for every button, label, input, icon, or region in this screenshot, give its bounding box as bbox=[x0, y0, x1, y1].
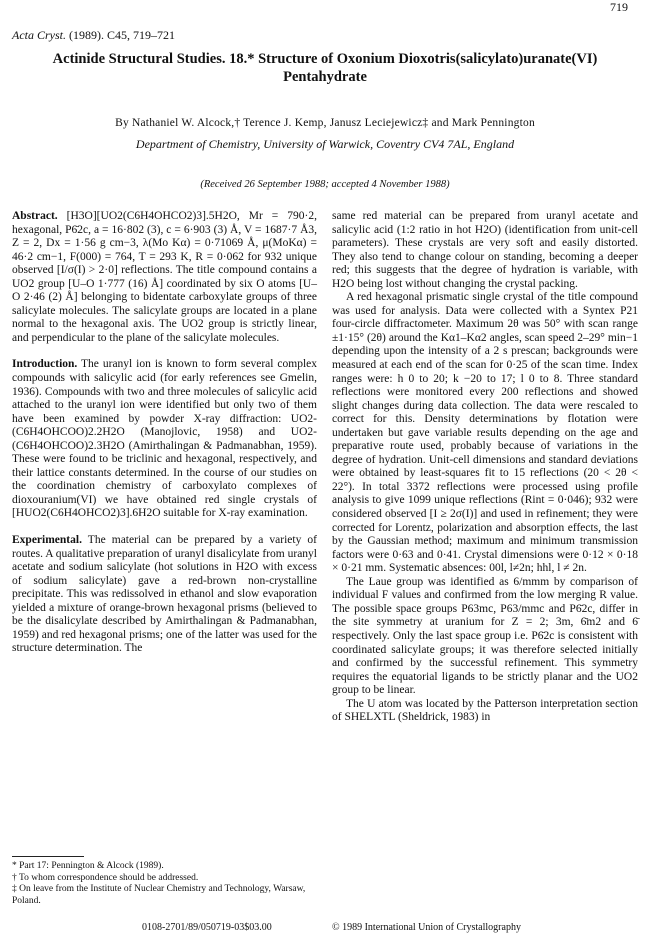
left-column bbox=[12, 210, 317, 656]
abstract-paragraph bbox=[12, 210, 317, 345]
body-paragraph: same red material can be prepared from uranyl acetate and salicylic acid (1:2 ratio in hot H2O) (identification from unit-cell parameters). These crystals are very soft and easily distorted. They also tend to change colour on standing, becoming a deeper red; this suggests that the degree of hydration is variable, with H2O being lost without changing the crystal packing. bbox=[332, 210, 638, 290]
footnotes bbox=[12, 861, 317, 907]
introduction-paragraph bbox=[12, 358, 317, 521]
journal-pages: 719–721 bbox=[133, 28, 176, 42]
experimental-paragraph bbox=[12, 534, 317, 656]
copyright-line: © 1989 International Union of Crystallography bbox=[332, 922, 521, 933]
introduction-heading: Introduction. bbox=[12, 358, 78, 371]
title-line-1: Actinide Structural Studies. 18.* Structure of Oxonium Dioxotris(salicylato)uranate(VI) bbox=[52, 51, 598, 67]
received-date: (Received 26 September 1988; accepted 4 November 1988) bbox=[200, 179, 450, 190]
footnote: * Part 17: Pennington & Alcock (1989). bbox=[12, 861, 164, 871]
article-title bbox=[0, 50, 650, 86]
body-paragraph: The U atom was located by the Patterson interpretation section of SHELXTL (Sheldrick, 1983) in bbox=[332, 697, 638, 724]
abstract-text: [H3O][UO2(C6H4OHCO2)3].5H2O, Mr = 790·2, hexagonal, P6̄2c, a = 16·802 (3), c = 6·903 (3) Å, V = 1687·7 Å3, Z = 2, Dx = 1·56 g cm−3, λ(Mo Kα) = 0·71069 Å, μ(MoKα) = 46·2 cm−1, F(000) = 764, T = 293 K, R = 0·062 for 932 unique observed [I/σ(I) > 2·0] reflections. The title compound contains a UO2 group [U–O 1·777 (16) Å] coordinated by six O atoms [U–O 2·46 (2) Å] belonging to bidentate carboxylate groups of three salicylate molecules. The salicylate groups are located in a plane normal to the hexagonal axis. The UO2 group is strictly linear, and perpendicular to the plane of the salicylate molecules. bbox=[12, 210, 317, 344]
introduction-text: The uranyl ion is known to form several complex compounds with salicylic acid (for early references see Gmelin, 1936). Compounds with two and three molecules of salicylic acid attached to the uranyl ion were identified but only two of them have been examined by powder X-ray diffraction: UO2-(C6H4OHCOO)2.2H2O (Manojlovic, 1958) and UO2-(C6H4OHCOO)2.3H2O (Amirthalingan & Padmanabhan, 1959). These were found to be triclinic and hexagonal, respectively, and their lattice constants determined. In the course of our studies on the coordination chemistry of carboxylato complexes of dioxouranium(VI) we have obtained red single crystals of [HUO2(C6H4OHCO2)3].6H2O suitable for X-ray examination. bbox=[12, 358, 317, 520]
experimental-text: The material can be prepared by a variety of routes. A qualitative preparation of uranyl disalicylate from uranyl acetate and sodium salicylate (hot solutions in H2O with excess of sodium salicylate) gave a red-brown non-crystalline precipitate. This was redissolved in ethanol and slow evaporation yielded a mixture of orange-brown hexagonal prisms (believed to be the disalicylate described by Amirthalingan & Padmanabhan, 1959) and red hexagonal prisms; one of the latter was used for the structure determination. The bbox=[12, 534, 317, 655]
right-column bbox=[332, 210, 638, 725]
journal-volume: C45, bbox=[107, 28, 131, 42]
affiliation: Department of Chemistry, University of Warwick, Coventry CV4 7AL, England bbox=[135, 137, 515, 151]
author-list: By Nathaniel W. Alcock,† Terence J. Kemp, Janusz Leciejewicz‡ and Mark Pennington bbox=[115, 117, 535, 129]
experimental-heading: Experimental. bbox=[12, 534, 82, 547]
title-line-2: Pentahydrate bbox=[283, 69, 367, 85]
journal-reference bbox=[12, 28, 175, 43]
footnote-divider bbox=[12, 856, 84, 857]
page-number: 719 bbox=[610, 0, 628, 14]
footnote: † To whom correspondence should be addressed. bbox=[12, 872, 199, 883]
abstract-heading: Abstract. bbox=[12, 210, 58, 222]
body-paragraph: A red hexagonal prismatic single crystal of the title compound was used for analysis. Data were collected with a Syntex P21 four-circle diffractometer. Maximum 2θ was 50° with scan range ±1·15° (2θ) around the Kα1–Kα2 angles, scan speed 2–29° min−1 depending upon the intensity of a 2 s prescan; backgrounds were measured at each end of the scan for 0·25 of the scan time. Index ranges were: h 0 to 20; k −20 to 17; l 0 to 8. Three standard reflections were monitored every 200 reflections and showed slight changes during data collection. The data were rescaled to correct for this. Density determinations by flotation were undertaken but gave variable results depending on the age and preparative route used, probably because of variations in the degree of hydration. Unit-cell dimensions and standard deviations were obtained by least-squares fit to 15 reflections (20 < 2θ < 22°). In total 3372 reflections were processed using profile analysis to give 1099 unique reflections (Rint = 0·046); 932 were considered observed [I ≥ 2σ(I)] and used in refinement; they were corrected for Lorentz, polarization and absorption effects, the last by the Gaussian method; maximum and minimum transmission factors were 0·63 and 0·41. Crystal dimensions were 0·12 × 0·18 × 0·21 mm. Systematic absences: 00l, l≠2n; hhl, l ≠ 2n. bbox=[332, 291, 638, 575]
footnote: ‡ On leave from the Institute of Nuclear Chemistry and Technology, Warsaw, Poland. bbox=[12, 884, 306, 906]
journal-name: Acta Cryst. bbox=[12, 28, 66, 42]
body-paragraph: The Laue group was identified as 6/mmm by comparison of individual F values and confirmed from the low merging R value. The possible space groups P63mc, P63/mmc and P6̄2c, differ in the site symmetry at uranium for Z = 2; 3m, 6̄m2 and 6̄ respectively. Only the last space group i.e. P6̄2c is consistent with coordinated salicylate groups; it was therefore selected initially and confirmed by the successful refinement. This symmetry requires the equatorial ligands to be strictly planar and the UO2 group to be linear. bbox=[332, 575, 638, 697]
issn-line: 0108-2701/89/050719-03$03.00 bbox=[142, 922, 272, 933]
journal-year: (1989). bbox=[69, 28, 104, 42]
